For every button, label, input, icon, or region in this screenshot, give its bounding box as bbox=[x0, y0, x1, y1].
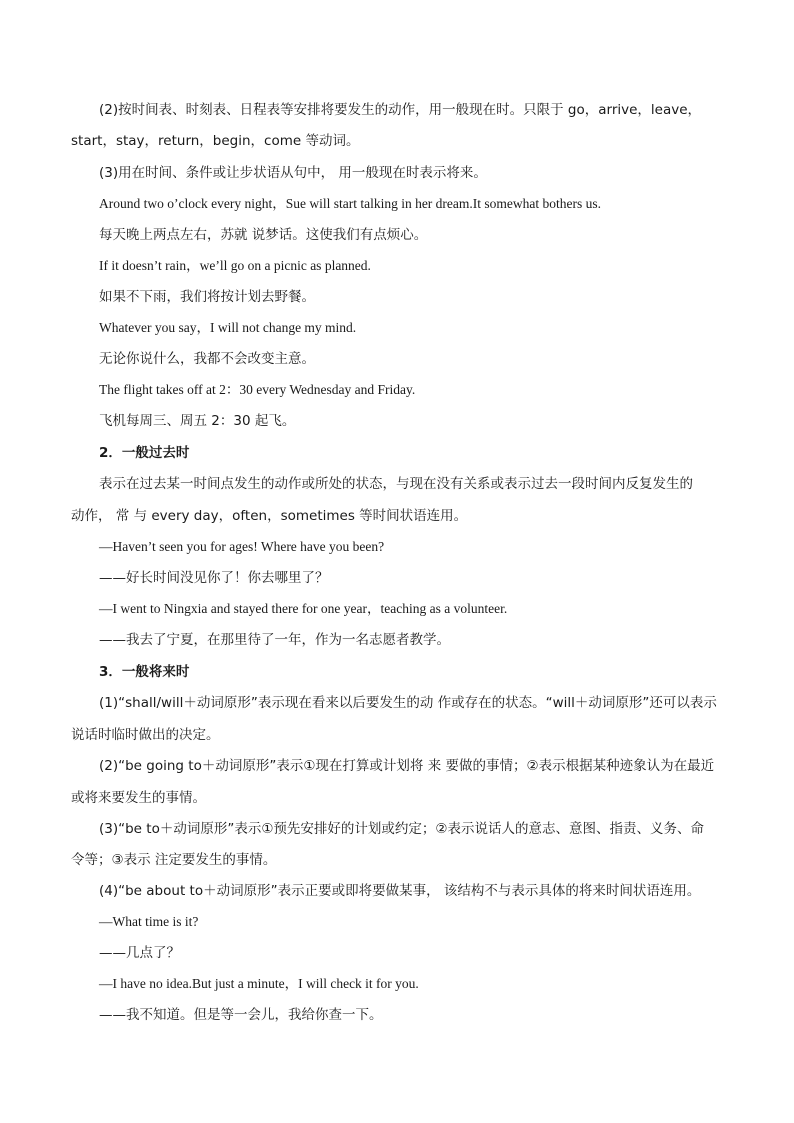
paragraph-line: 令等；③表示 注定要发生的事情。 bbox=[71, 852, 277, 868]
paragraph-line: 动作， 常 与 every day，often，sometimes 等时间状语连用。 bbox=[71, 508, 468, 524]
paragraph-line: (2)按时间表、时刻表、日程表等安排将要发生的动作，用一般现在时。只限于 go，arrive，leave， bbox=[99, 102, 702, 118]
dialogue-chinese: ——几点了？ bbox=[99, 945, 180, 961]
dialogue-chinese: ——我去了宁夏，在那里待了一年，作为一名志愿者教学。 bbox=[99, 632, 450, 648]
paragraph-line: 表示在过去某一时间点发生的动作或所处的状态，与现在没有关系或表示过去一段时间内反复发生的 bbox=[99, 476, 693, 492]
section-heading: 3．一般将来时 bbox=[99, 664, 190, 680]
example-chinese: 飞机每周三、周五 2：30 起飞。 bbox=[99, 413, 296, 429]
paragraph-line: (2)“be going to＋动词原形”表示①现在打算或计划将 来 要做的事情；②表示根据某种迹象认为在最近 bbox=[99, 758, 715, 774]
paragraph-line: (1)“shall/will＋动词原形”表示现在看来以后要发生的动 作或存在的状态。“will＋动词原形”还可以表示 bbox=[99, 695, 717, 711]
dialogue-chinese: ——我不知道。但是等一会儿，我给你查一下。 bbox=[99, 1007, 383, 1023]
paragraph-line: (3)用在时间、条件或让步状语从句中， 用一般现在时表示将来。 bbox=[99, 165, 487, 181]
dialogue-english: —What time is it? bbox=[99, 914, 199, 929]
dialogue-english: —I went to Ningxia and stayed there for one year，teaching as a volunteer. bbox=[99, 601, 508, 616]
dialogue-chinese: ——好长时间没见你了！你去哪里了？ bbox=[99, 570, 329, 586]
example-english: If it doesn’t rain，we’ll go on a picnic as planned. bbox=[99, 258, 371, 273]
example-chinese: 如果不下雨，我们将按计划去野餐。 bbox=[99, 289, 315, 305]
dialogue-english: —Haven’t seen you for ages! Where have you been? bbox=[99, 539, 385, 554]
paragraph-line: 说话时临时做出的决定。 bbox=[71, 727, 220, 743]
paragraph-line: (4)“be about to＋动词原形”表示正要或即将要做某事， 该结构不与表示具体的将来时间状语连用。 bbox=[99, 883, 701, 899]
example-english: Whatever you say，I will not change my mind. bbox=[99, 320, 357, 335]
paragraph-line: start，stay，return，begin，come 等动词。 bbox=[71, 133, 360, 149]
example-english: The flight takes off at 2：30 every Wednesday and Friday. bbox=[99, 382, 416, 397]
example-english: Around two o’clock every night，Sue will start talking in her dream.It somewhat bothers us. bbox=[99, 196, 602, 211]
example-chinese: 无论你说什么，我都不会改变主意。 bbox=[99, 351, 315, 367]
paragraph-line: 或将来要发生的事情。 bbox=[71, 790, 206, 806]
dialogue-english: —I have no idea.But just a minute，I will check it for you. bbox=[99, 976, 419, 991]
section-heading: 2．一般过去时 bbox=[99, 445, 190, 461]
example-chinese: 每天晚上两点左右，苏就 说梦话。这使我们有点烦心。 bbox=[99, 227, 428, 243]
paragraph-line: (3)“be to＋动词原形”表示①预先安排好的计划或约定；②表示说话人的意志、意图、指责、义务、命 bbox=[99, 821, 705, 837]
